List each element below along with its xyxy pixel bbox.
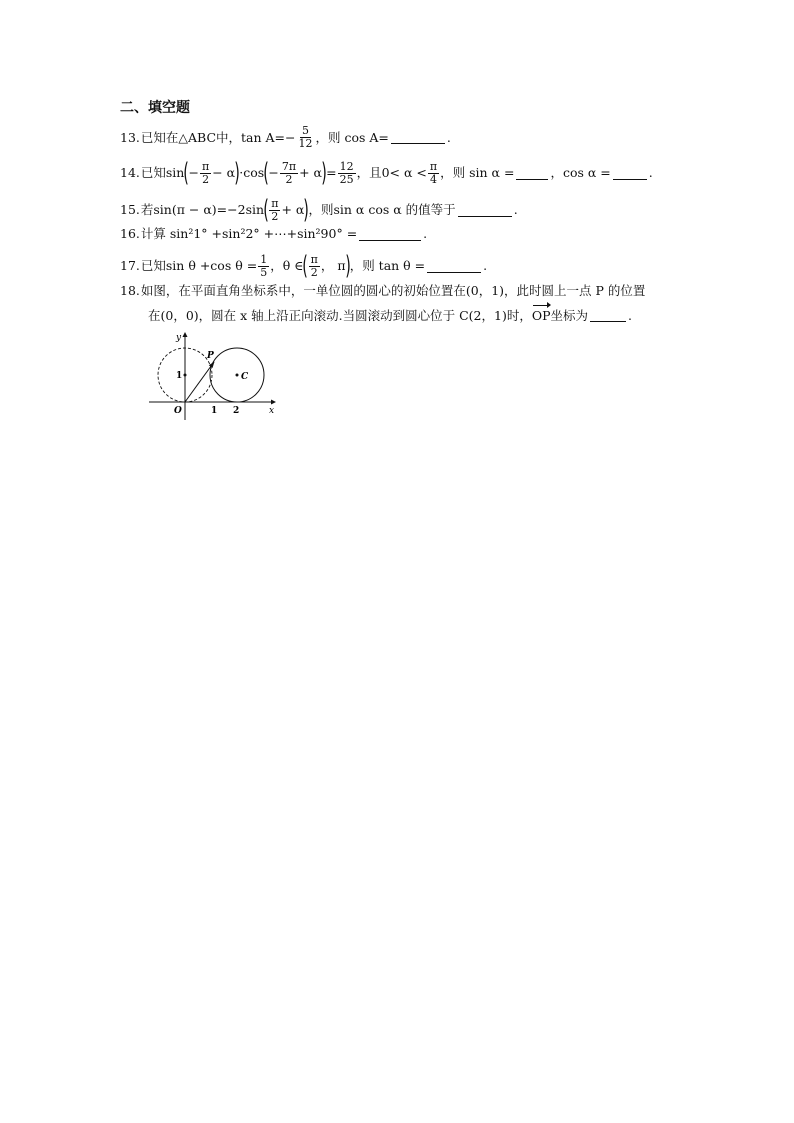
question-number: 14. bbox=[120, 165, 140, 180]
question-15 bbox=[120, 197, 518, 223]
question-18 bbox=[120, 283, 645, 299]
right-paren: ) bbox=[303, 195, 310, 225]
left-paren: ( bbox=[263, 158, 270, 188]
question-18-line-2 bbox=[148, 306, 632, 324]
question-17 bbox=[120, 253, 487, 279]
question-14 bbox=[120, 160, 653, 186]
denominator: 2 bbox=[271, 209, 279, 223]
center-initial-dot bbox=[184, 374, 187, 377]
question-number: 18. bbox=[120, 283, 140, 298]
numerator: π bbox=[310, 252, 318, 266]
answer-blank[interactable] bbox=[458, 204, 512, 217]
denominator: 25 bbox=[339, 172, 354, 186]
question-text: ，则sin α cos α 的值等于 bbox=[308, 202, 456, 217]
y-axis-label: y bbox=[176, 333, 182, 343]
question-text: + α bbox=[299, 165, 322, 180]
question-number: 13. bbox=[120, 129, 140, 145]
question-text: − α bbox=[212, 165, 236, 180]
question-text: 已知sin θ +cos θ = bbox=[140, 258, 258, 273]
question-text: − bbox=[188, 165, 199, 180]
period: . bbox=[513, 202, 518, 217]
question-text: ，则 cos A= bbox=[315, 129, 389, 145]
question-16 bbox=[120, 226, 427, 242]
question-text: 计算 sin²1° +sin²2° +⋯+sin²90° = bbox=[140, 226, 358, 241]
numerator: 7π bbox=[281, 159, 297, 173]
numerator: π bbox=[271, 196, 279, 210]
left-paren: ( bbox=[263, 195, 269, 225]
y-axis-arrow-icon bbox=[183, 332, 188, 337]
question-text: 在(0，0)，圆在 x 轴上沿正向滚动.当圆滚动到圆心位于 C(2，1)时， bbox=[148, 308, 532, 323]
x-tick-1-label: 1 bbox=[211, 406, 218, 416]
question-text: ，cos α = bbox=[550, 165, 611, 180]
denominator: 2 bbox=[310, 265, 318, 279]
point-p-label: P bbox=[207, 351, 214, 361]
question-text: = bbox=[326, 165, 337, 180]
answer-blank[interactable] bbox=[391, 131, 445, 144]
question-number: 16. bbox=[120, 226, 140, 241]
numerator: π bbox=[429, 159, 438, 173]
question-number: 15. bbox=[120, 202, 140, 217]
x-tick-2-label: 2 bbox=[233, 406, 240, 416]
period: . bbox=[446, 129, 451, 145]
point-c-label: C bbox=[241, 372, 249, 382]
question-text: ，且0< α < bbox=[356, 165, 427, 180]
question-text: − bbox=[268, 165, 279, 180]
segment-op bbox=[185, 362, 214, 402]
question-text: 已知sin bbox=[140, 165, 185, 180]
answer-blank[interactable] bbox=[590, 309, 626, 322]
fraction bbox=[280, 161, 298, 186]
right-paren: ) bbox=[321, 158, 327, 188]
fraction bbox=[200, 161, 211, 186]
origin-label: O bbox=[174, 406, 182, 416]
question-text: 如图，在平面直角坐标系中，一单位圆的圆心的初始位置在(0，1)，此时圆上一点 P 的位置 bbox=[140, 283, 646, 298]
center-c-dot bbox=[236, 374, 239, 377]
period: . bbox=[628, 307, 632, 323]
question-text: ·cos bbox=[239, 165, 265, 180]
denominator: 5 bbox=[260, 265, 268, 279]
section-heading: 二、填空题 bbox=[120, 100, 190, 116]
denominator: 2 bbox=[202, 172, 210, 186]
question-text: 坐标为 bbox=[550, 308, 589, 323]
vector-op: OP bbox=[531, 307, 551, 323]
numerator: 1 bbox=[260, 252, 268, 266]
question-text: ， π bbox=[320, 258, 346, 273]
op-arrow-icon bbox=[209, 362, 215, 369]
question-text: ，则 tan θ = bbox=[349, 258, 426, 273]
question-13 bbox=[120, 125, 451, 150]
right-paren: ) bbox=[234, 158, 240, 188]
answer-blank-sin[interactable] bbox=[516, 167, 548, 180]
fraction bbox=[338, 161, 356, 186]
question-text: ，则 sin α = bbox=[440, 165, 515, 180]
question-text: 已知在△ABC中，tan A=− bbox=[140, 129, 296, 145]
x-axis-arrow-icon bbox=[271, 400, 276, 405]
fraction bbox=[269, 198, 280, 223]
numerator: 12 bbox=[339, 159, 354, 173]
numerator: π bbox=[202, 159, 210, 173]
question-text: ，θ ∈ bbox=[270, 258, 304, 273]
question-number: 17. bbox=[120, 258, 140, 273]
answer-blank[interactable] bbox=[427, 260, 481, 273]
period: . bbox=[648, 165, 653, 180]
answer-blank[interactable] bbox=[359, 228, 421, 241]
numerator: 5 bbox=[302, 124, 309, 137]
question-text: + α bbox=[281, 202, 305, 217]
right-paren: ) bbox=[344, 251, 351, 281]
rolling-circle-figure bbox=[145, 328, 280, 423]
answer-blank-cos[interactable] bbox=[613, 167, 647, 180]
fraction bbox=[297, 125, 315, 150]
fraction bbox=[428, 161, 439, 186]
question-text: 若sin(π − α)=−2sin bbox=[140, 202, 265, 217]
x-axis-label: x bbox=[269, 406, 275, 416]
y-tick-1-label: 1 bbox=[176, 371, 183, 381]
left-paren: ( bbox=[302, 251, 309, 281]
period: . bbox=[423, 226, 428, 241]
denominator: 2 bbox=[285, 172, 293, 186]
denominator: 12 bbox=[298, 137, 313, 150]
denominator: 4 bbox=[430, 172, 438, 186]
period: . bbox=[483, 258, 488, 273]
fraction bbox=[309, 254, 320, 279]
fraction bbox=[258, 254, 269, 279]
left-paren: ( bbox=[183, 158, 190, 188]
